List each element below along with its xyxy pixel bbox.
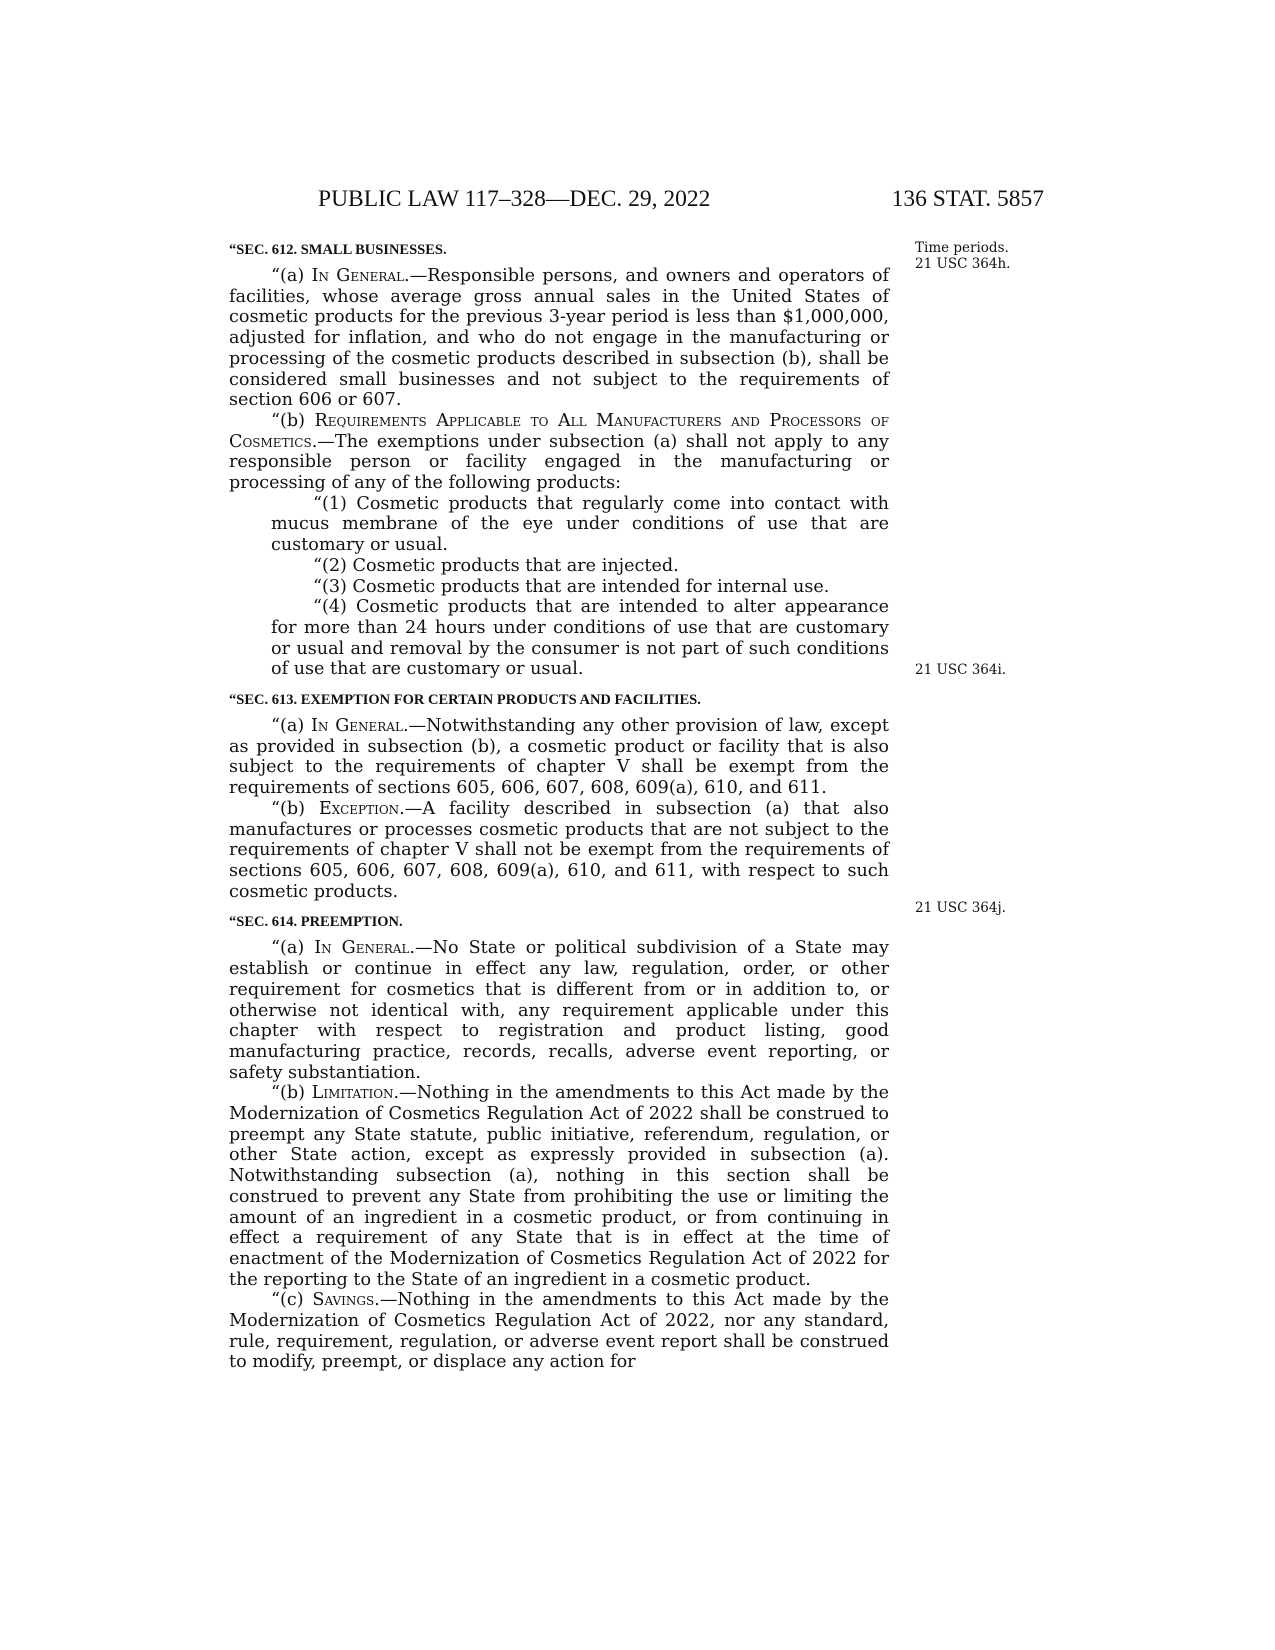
sec614-subsection-a [229, 938, 889, 1083]
sec612-subsection-b [229, 411, 889, 494]
sec614-c-lead: “(c) [271, 1290, 313, 1311]
sec612-paragraph-3: “(3) Cosmetic products that are intended for internal use. [313, 576, 830, 597]
sec614-b-text: .—Nothing in the amendments to this Act made by the Modernization of Cosmetics Regulation Act of 2022 shall be construed to preempt any State statute, public initiative, referendum, regulation, or other State action, except as expressly provided in subsection (a). Notwithstanding subsection (a), nothing in this section shall be construed to prevent any State from prohibiting the use or limiting the amount of an ingredient in a cosmetic product, or from continuing in effect a requirement of any State that is in effect at the time of enactment of the Modernization of Cosmetics Regulation Act of 2022 for the reporting to the State of an ingredient in a cosmetic product. [229, 1083, 889, 1290]
section-heading-614: “SEC. 614. PREEMPTION. [229, 914, 403, 931]
sec614-c-caption: Savings [312, 1290, 375, 1311]
sec612-b-text: .—The exemptions under subsection (a) shall not apply to any responsible person or facility engaged in the manufacturing or processing of any of the following products: [229, 431, 889, 494]
header-law-title: PUBLIC LAW 117–328—DEC. 29, 2022 [318, 186, 711, 212]
sec613-a-text: .—Notwithstanding any other provision of law, except as provided in subsection (b), a cosmetic product or facility that is also subject to the requirements of chapter V shall be exempt from the requirements of sections 605, 606, 607, 608, 609(a), 610, and 611. [229, 716, 889, 799]
document-body [229, 240, 889, 1373]
sec614-subsection-b [229, 1083, 889, 1290]
sec614-a-lead: “(a) [271, 938, 315, 959]
margin-note-sec613 [915, 662, 1006, 678]
margin-note-usc-364h: 21 USC 364h. [915, 256, 1011, 272]
sec612-paragraph-1: “(1) Cosmetic products that regularly come into contact with mucus membrane of the eye under conditions of use that are customary or usual. [271, 493, 889, 556]
sec614-b-lead: “(b) [271, 1083, 312, 1104]
sec612-b-lead: “(b) [271, 410, 315, 431]
sec613-b-caption: Exception [318, 798, 400, 819]
margin-note-usc-364j: 21 USC 364j. [915, 900, 1006, 916]
margin-note-sec612 [915, 240, 1010, 272]
sec612-a-text: .—Responsible persons, and owners and operators of facilities, whose average gross annual sales in the United States of cosmetic products for the previous 3-year period is less than $1,000,000, adjusted for inflation, and who do not engage in the manufacturing or processing of the cosmetic products described in subsection (b), shall be considered small businesses and not subject to the requirements of section 606 or 607. [229, 266, 889, 411]
sec613-b-lead: “(b) [271, 798, 319, 819]
margin-note-usc-364i: 21 USC 364i. [915, 662, 1007, 678]
sec614-subsection-c [229, 1290, 889, 1373]
sec612-paragraph-list [229, 494, 889, 680]
sec613-subsection-b [229, 799, 889, 903]
sec614-a-text: .—No State or political subdivision of a State may establish or continue in effect any law, regulation, order, or other requirement for cosmetics that is different from or in addition to, or otherwise not identical with, any requirement applicable under this chapter with respect to registration and product listing, good manufacturing practice, records, recalls, adverse event reporting, or safety substantiation. [229, 938, 889, 1083]
margin-note-sec614 [915, 900, 1006, 916]
sec613-a-caption: In General [310, 716, 403, 737]
section-heading-612: “SEC. 612. SMALL BUSINESSES. [229, 242, 447, 258]
sec614-b-caption: Limitation [311, 1083, 394, 1104]
sec613-subsection-a [229, 716, 889, 799]
margin-note-time-periods: Time periods. [915, 240, 1009, 256]
sec613-b-text: .—A facility described in subsection (a) that also manufactures or processes cosmetic products that are not subject to the requirements of chapter V shall not be exempt from the requirements of sections 605, 606, 607, 608, 609(a), 610, and 611, with respect to such cosmetic products. [229, 798, 890, 902]
sec614-a-caption: In General [314, 938, 410, 959]
sec612-paragraph-4: “(4) Cosmetic products that are intended to alter appearance for more than 24 hours under conditions of use that are customary or usual and removal by the consumer is not part of such conditions of use that are customary or usual. [271, 597, 889, 680]
sec612-paragraph-2: “(2) Cosmetic products that are injected. [313, 555, 679, 576]
sec612-a-lead: “(a) [271, 266, 312, 286]
sec612-a-caption: In General [311, 266, 405, 286]
sec612-b-caption: Requirements Applicable to All Manufacturers and Processors of Cosmetics [229, 410, 889, 452]
sec613-a-lead: “(a) [271, 716, 311, 737]
header-page-number: 136 STAT. 5857 [891, 186, 1044, 212]
sec614-c-text: .—Nothing in the amendments to this Act made by the Modernization of Cosmetics Regulation Act of 2022, nor any standard, rule, requirement, regulation, or adverse event report shall be construed to modify, preempt, or displace any action for [229, 1290, 889, 1373]
page-header [318, 186, 1044, 216]
sec612-subsection-a [229, 266, 889, 411]
section-heading-613: “SEC. 613. EXEMPTION FOR CERTAIN PRODUCTS AND FACILITIES. [229, 692, 701, 709]
